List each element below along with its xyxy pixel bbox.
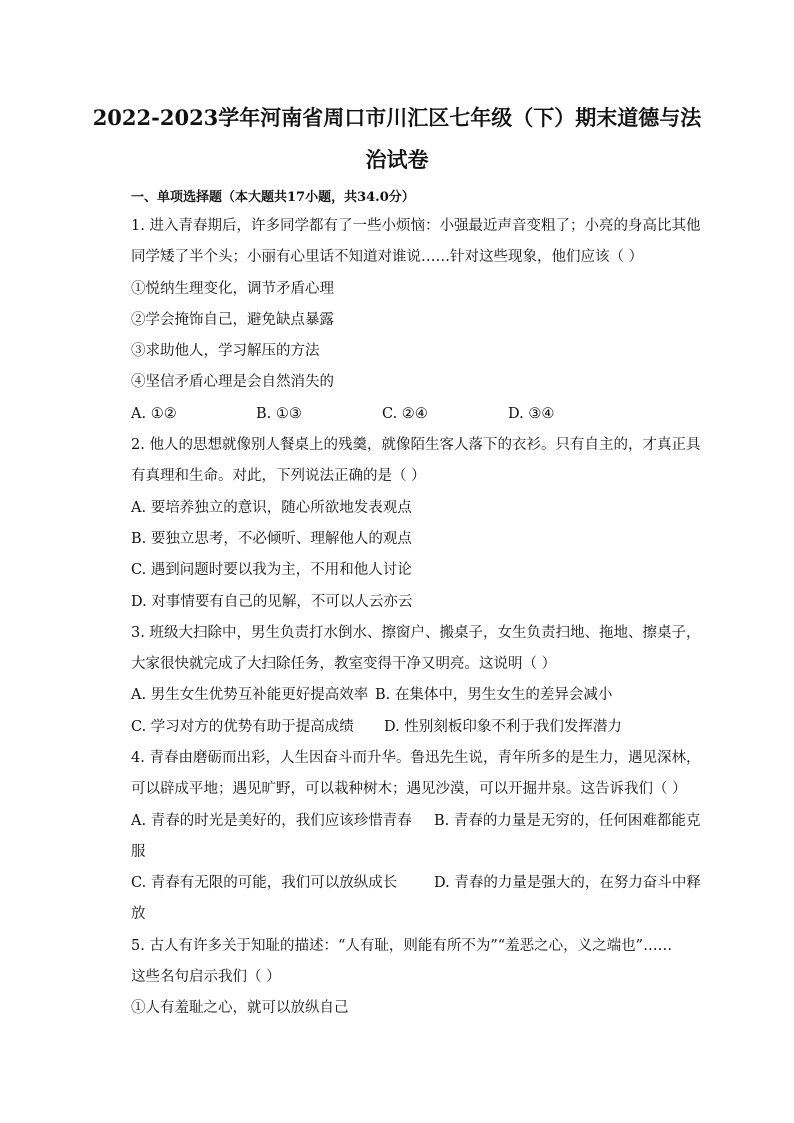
question-3-option-b: B. 在集体中，男生女生的差异会减小 bbox=[375, 687, 613, 703]
question-3-option-c: C. 学习对方的优势有助于提高成绩 bbox=[131, 719, 354, 735]
question-1-item-4: ④坚信矛盾心理是会自然消失的 bbox=[131, 374, 334, 390]
question-1-option-d: D. ③④ bbox=[508, 406, 555, 422]
question-3-stem-line-2: 大家很快就完成了大扫除任务，教室变得干净又明亮。这说明（ ） bbox=[131, 656, 557, 672]
question-2-option-d: D. 对事情要有自己的见解，不可以人云亦云 bbox=[131, 594, 413, 610]
question-4-option-d: D. 青春的力量是强大的，在努力奋斗中释 bbox=[434, 875, 701, 891]
question-2-stem-line-1: 2. 他人的思想就像别人餐桌上的残羹，就像陌生客人落下的衣衫。只有自主的，才真正具 bbox=[131, 437, 701, 453]
question-3-option-d: D. 性别刻板印象不利于我们发挥潜力 bbox=[384, 719, 622, 735]
question-5-stem-line-2: 这些名句启示我们（ ） bbox=[131, 969, 281, 985]
question-1-item-1: ①悦纳生理变化，调节矛盾心理 bbox=[131, 281, 334, 297]
question-1-item-3: ③求助他人，学习解压的方法 bbox=[131, 343, 320, 359]
section-heading: 一、单项选择题（本大题共17小题，共34.0分） bbox=[131, 190, 415, 205]
question-2-option-a: A. 要培养独立的意识，随心所欲地发表观点 bbox=[131, 500, 412, 516]
question-1-item-2: ②学会掩饰自己，避免缺点暴露 bbox=[131, 312, 334, 328]
question-5-stem-line-1: 5. 古人有许多关于知耻的描述：“人有耻，则能有所不为”“羞恶之心，义之端也”…… bbox=[131, 938, 673, 954]
question-3-stem-line-1: 3. 班级大扫除中，男生负责打水倒水、擦窗户、搬桌子，女生负责扫地、拖地、擦桌子， bbox=[131, 625, 701, 641]
question-2-stem-line-2: 有真理和生命。对此，下列说法正确的是（ ） bbox=[131, 468, 426, 484]
question-4-option-c: C. 青春有无限的可能，我们可以放纵成长 bbox=[131, 875, 398, 891]
question-4-option-b: B. 青春的力量是无穷的，任何困难都能克 bbox=[434, 813, 701, 829]
question-4-option-b-continued: 服 bbox=[131, 844, 146, 860]
question-1-stem-line-2: 同学矮了半个头；小丽有心里话不知道对谁说……针对这些现象，他们应该（ ） bbox=[131, 249, 644, 265]
question-4-stem-line-1: 4. 青春由磨砺而出彩，人生因奋斗而升华。鲁迅先生说，青年所多的是生力，遇见深林， bbox=[131, 750, 701, 766]
question-4-stem-line-2: 可以辟成平地；遇见旷野，可以栽种树木；遇见沙漠，可以开掘井泉。这告诉我们（ ） bbox=[131, 781, 687, 797]
question-2-option-b: B. 要独立思考，不必倾听、理解他人的观点 bbox=[131, 531, 412, 547]
exam-title-line-2: 治试卷 bbox=[365, 147, 429, 172]
question-4-option-a: A. 青春的时光是美好的，我们应该珍惜青春 bbox=[131, 813, 412, 829]
question-1-stem-line-1: 1. 进入青春期后，许多同学都有了一些小烦恼：小强最近声音变粗了；小亮的身高比其他 bbox=[131, 218, 701, 234]
question-4-option-d-continued: 放 bbox=[131, 906, 146, 922]
exam-title-line-1: 2022-2023学年河南省周口市川汇区七年级（下）期末道德与法 bbox=[92, 105, 702, 130]
question-3-option-a: A. 男生女生优势互补能更好提高效率 bbox=[131, 687, 369, 703]
question-1-option-b: B. ①③ bbox=[256, 406, 302, 422]
question-1-option-a: A. ①② bbox=[131, 406, 177, 422]
question-1-option-c: C. ②④ bbox=[382, 406, 428, 422]
question-2-option-c: C. 遇到问题时要以我为主，不用和他人讨论 bbox=[131, 562, 412, 578]
question-5-item-1: ①人有羞耻之心，就可以放纵自己 bbox=[131, 1000, 349, 1016]
